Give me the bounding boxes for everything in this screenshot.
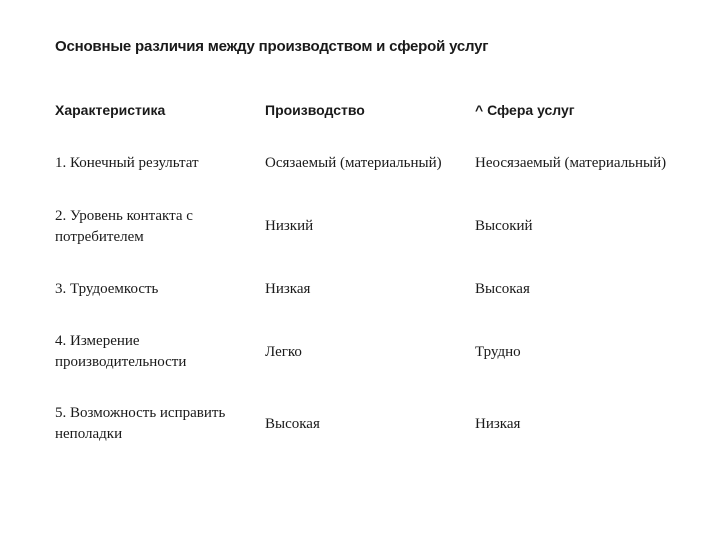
row-services-value: Высокая bbox=[475, 281, 530, 297]
header-services: ^ Сфера услуг bbox=[475, 102, 575, 118]
row-characteristic-line: 4. Измерение bbox=[55, 333, 140, 349]
row-production-value: Высокая bbox=[265, 416, 320, 432]
row-characteristic-line: неполадки bbox=[55, 426, 123, 442]
row-services-value: Трудно bbox=[475, 344, 521, 360]
row-characteristic bbox=[55, 403, 225, 445]
row-characteristic bbox=[55, 153, 199, 174]
row-characteristic-line: 1. Конечный результат bbox=[55, 155, 199, 171]
header-production: Производство bbox=[265, 102, 365, 118]
row-characteristic-line: 3. Трудоемкость bbox=[55, 281, 159, 297]
row-characteristic-line: 5. Возможность исправить bbox=[55, 405, 226, 421]
row-services-value: Высокий bbox=[475, 218, 533, 234]
header-characteristic: Характеристика bbox=[55, 102, 166, 118]
row-services-value: Низкая bbox=[475, 416, 521, 432]
row-services-value: Неосязаемый (материальный) bbox=[475, 155, 667, 171]
document-title: Основные различия между производством и сферой услуг bbox=[55, 38, 489, 55]
row-characteristic bbox=[55, 331, 186, 373]
row-production-value: Низкий bbox=[265, 218, 314, 234]
row-production-value: Низкая bbox=[265, 281, 311, 297]
row-characteristic-line: производительности bbox=[55, 354, 187, 370]
row-characteristic-line: потребителем bbox=[55, 229, 144, 245]
row-characteristic bbox=[55, 206, 193, 248]
row-production-value: Легко bbox=[265, 344, 302, 360]
row-production-value: Осязаемый (материальный) bbox=[265, 155, 442, 171]
row-characteristic bbox=[55, 279, 158, 300]
row-characteristic-line: 2. Уровень контакта с bbox=[55, 208, 193, 224]
